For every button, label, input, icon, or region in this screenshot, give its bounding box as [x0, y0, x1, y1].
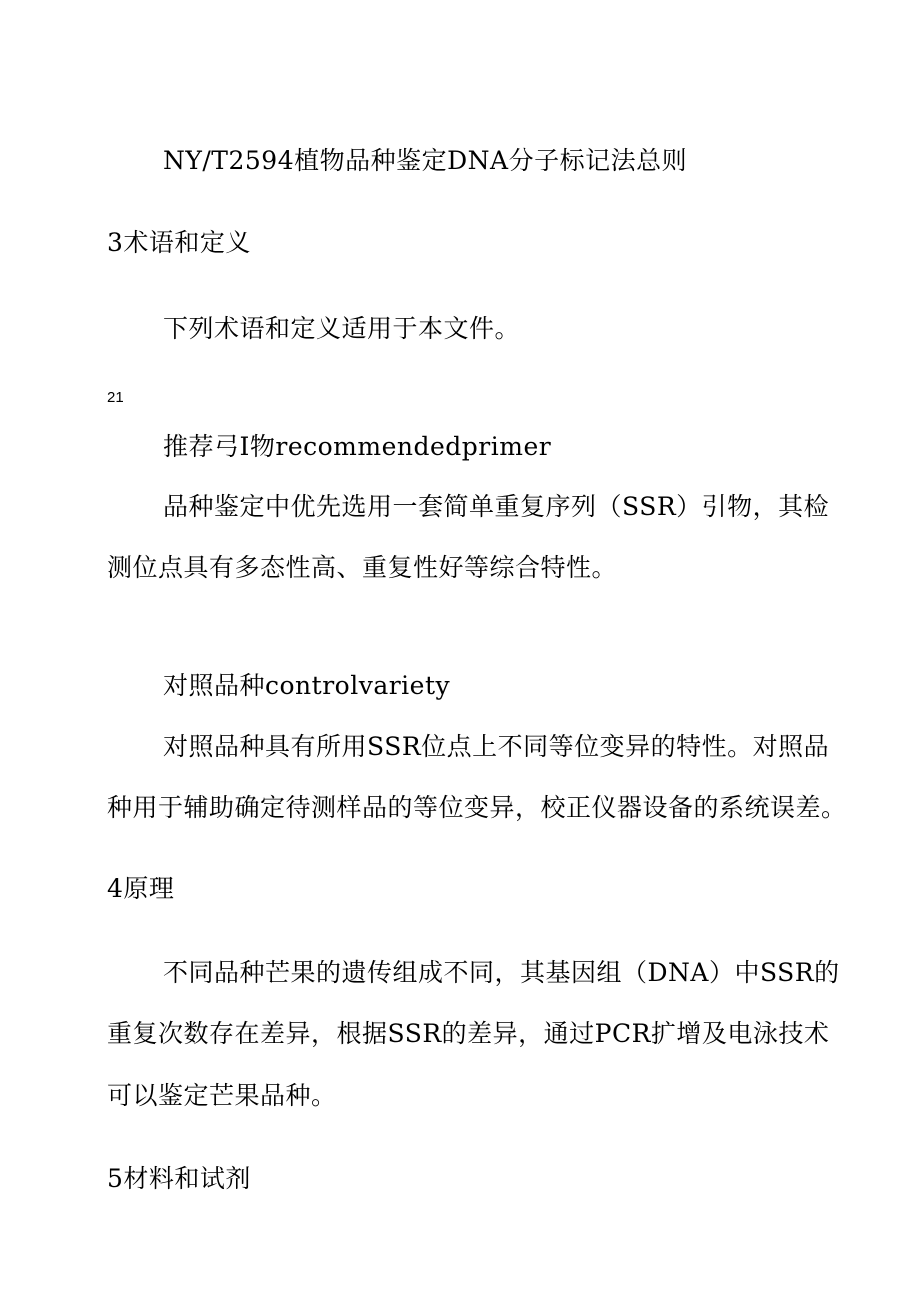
- reference-standard-line: NY/T2594植物品种鉴定DNA分子标记法总则: [163, 146, 688, 175]
- section-4-paragraph-line-1: 不同品种芒果的遗传组成不同，其基因组（DNA）中SSR的: [163, 958, 840, 987]
- term-2-title: 对照品种controlvariety: [163, 671, 451, 700]
- section-4-heading: 4原理: [107, 874, 175, 903]
- section-4-paragraph-line-3: 可以鉴定芒果品种。: [107, 1081, 337, 1110]
- term-2-definition-line-1: 对照品种具有所用SSR位点上不同等位变异的特性。对照品: [163, 732, 830, 761]
- section-3-heading: 3术语和定义: [107, 228, 251, 257]
- section-3-intro: 下列术语和定义适用于本文件。: [163, 314, 521, 343]
- term-2-definition-line-2: 种用于辅助确定待测样品的等位变异，校正仪器设备的系统误差。: [107, 793, 847, 822]
- term-1-definition-line-2: 测位点具有多态性高、重复性好等综合特性。: [107, 553, 618, 582]
- term-1-title: 推荐弓I物recommendedprimer: [163, 432, 552, 461]
- section-5-heading: 5材料和试剂: [107, 1164, 251, 1193]
- term-1-definition-line-1: 品种鉴定中优先选用一套简单重复序列（SSR）引物，其检: [163, 492, 830, 521]
- clause-number: 21: [107, 389, 124, 406]
- section-4-paragraph-line-2: 重复次数存在差异，根据SSR的差异，通过PCR扩增及电泳技术: [107, 1019, 830, 1048]
